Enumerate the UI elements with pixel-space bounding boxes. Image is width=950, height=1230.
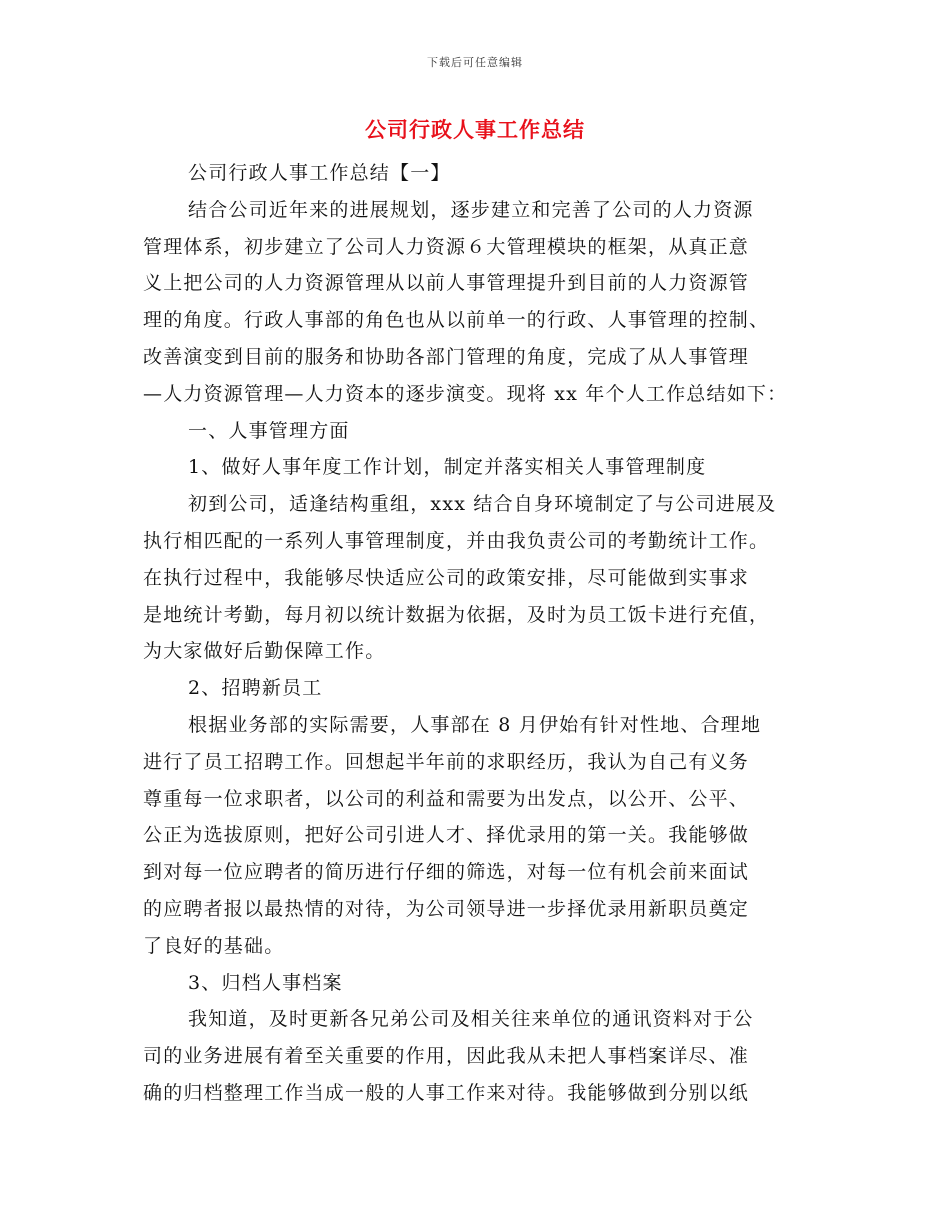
text-line: 进行了员工招聘工作。回想起半年前的求职经历，我认为自己有义务 [143, 750, 750, 773]
text-line: 我知道，及时更新各兄弟公司及相关往来单位的通讯资料对于公 [188, 1008, 754, 1031]
text-line: 公司行政人事工作总结【一】 [188, 162, 451, 184]
text-line: 管理体系，初步建立了公司人力资源６大管理模块的框架，从真正意 [143, 235, 750, 258]
text-line: 公正为选拔原则，把好公司引进人才、择优录用的第一关。我能够做 [143, 824, 750, 847]
text-line: 了良好的基础。 [143, 934, 285, 957]
text-line: 一、人事管理方面 [188, 419, 350, 442]
text-line: —人力资源管理—人力资本的逐步演变。现将 xx 年个人工作总结如下： [143, 382, 788, 405]
text-line: 在执行过程中，我能够尽快适应公司的政策安排，尽可能做到实事求 [143, 566, 750, 589]
text-line: 根据业务部的实际需要，人事部在 8 月伊始有针对性地、合理地 [188, 713, 762, 736]
text-line: 尊重每一位求职者，以公司的利益和需要为出发点，以公开、公平、 [143, 787, 750, 810]
text-line: 结合公司近年来的进展规划，逐步建立和完善了公司的人力资源 [188, 198, 754, 221]
text-line: 改善演变到目前的服务和协助各部门管理的角度，完成了从人事管理 [143, 345, 750, 368]
text-line: 初到公司，适逢结构重组，xxx 结合自身环境制定了与公司进展及 [188, 493, 777, 516]
text-line: 义上把公司的人力资源管理从以前人事管理提升到目前的人力资源管 [143, 272, 750, 295]
text-line: 理的角度。行政人事部的角色也从以前单一的行政、人事管理的控制、 [143, 309, 770, 332]
page-header-note: 下载后可任意编辑 [427, 56, 523, 69]
text-line: 到对每一位应聘者的简历进行仔细的筛选，对每一位有机会前来面试 [143, 861, 750, 884]
text-line: 3、归档人事档案 [188, 971, 343, 994]
text-line: 执行相匹配的一系列人事管理制度，并由我负责公司的考勤统计工作。 [143, 529, 770, 552]
text-line: 的应聘者报以最热情的对待，为公司领导进一步择优录用新职员奠定 [143, 897, 750, 920]
text-line: 确的归档整理工作当成一般的人事工作来对待。我能够做到分别以纸 [143, 1081, 750, 1104]
document-title: 公司行政人事工作总结 [365, 117, 585, 142]
document-body [143, 155, 815, 1112]
text-line: 为大家做好后勤保障工作。 [143, 640, 386, 663]
text-line: 1、做好人事年度工作计划，制定并落实相关人事管理制度 [188, 456, 707, 479]
text-line: 是地统计考勤，每月初以统计数据为依据，及时为员工饭卡进行充值， [143, 603, 770, 626]
text-line: 2、招聘新员工 [188, 677, 323, 700]
text-line: 司的业务进展有着至关重要的作用，因此我从未把人事档案详尽、准 [143, 1045, 750, 1068]
